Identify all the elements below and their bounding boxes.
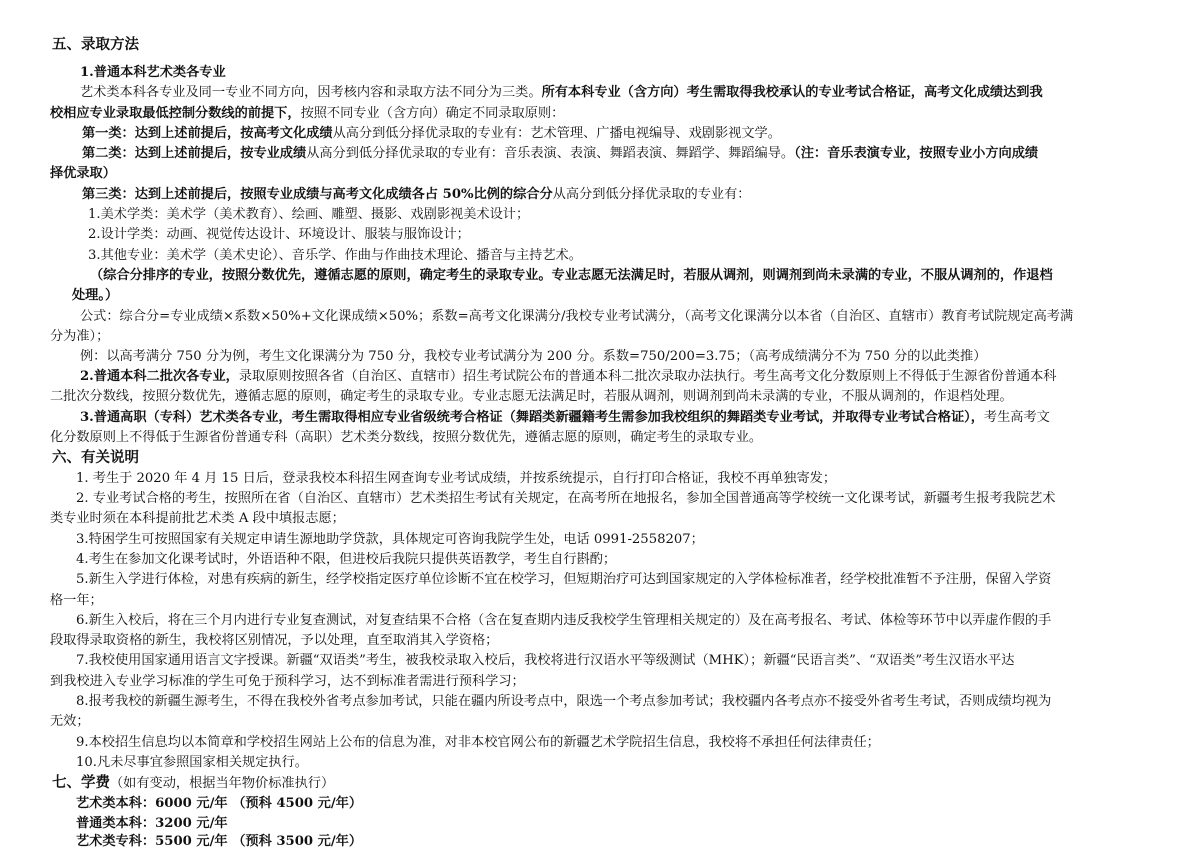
formula-line: 公式：综合分=专业成绩×系数×50%+文化课成绩×50%；系数=高考文化课满分/我校专业考试满分，（高考文化课满分以本省（自治区、直辖市）教育考试院规定高考满 xyxy=(80,309,1074,324)
category-2-line: 第二类：达到上述前提后，按专业成绩从高分到低分择优录取的专业有：音乐表演、表演、舞蹈表演、舞蹈学、舞蹈编导。（注：音乐表演专业，按照专业小方向成绩 xyxy=(82,146,1039,161)
list-item: 无效； xyxy=(50,714,90,729)
fee-line: 普通类本科：3200 元/年 xyxy=(76,816,228,831)
category-2-note-cont: 择优录取） xyxy=(50,166,116,181)
example-line: 例：以高考满分 750 分为例，考生文化课满分为 750 分，我校专业考试满分为 200 分。系数=750/200=3.75；（高考成绩满分不为 750 分的以此类推） xyxy=(80,349,987,364)
list-item: 类专业时须在本科提前批艺术类 A 段中填报志愿； xyxy=(50,511,345,526)
list-item: 6.新生入校后，将在三个月内进行专业复查测试，对复查结果不合格（含在复查期内违反我校学生管理相关规定的）及在高考报名、考试、体检等环节中以弄虚作假的手 xyxy=(76,613,1052,628)
list-item: 格一年； xyxy=(50,593,103,608)
list-item: 9.本校招生信息均以本简章和学校招生网站上公布的信息为准，对非本校官网公布的新疆艺术学院招生信息，我校将不承担任何法律责任； xyxy=(76,735,880,750)
subsection-3-line: 化分数原则上不得低于生源省份普通专科（高职）艺术类分数线，按照分数优先，遵循志愿的原则，确定考生的录取专业。 xyxy=(50,430,763,445)
fee-line: 艺术类专科：5500 元/年 （预科 3500 元/年） xyxy=(76,834,363,849)
note-line: （综合分排序的专业，按照分数优先，遵循志愿的原则，确定考生的录取专业。专业志愿无法满足时，若服从调剂，则调剂到尚未录满的专业，不服从调剂的，作退档 xyxy=(90,268,1053,283)
paragraph-line: 艺术类本科各专业及同一专业不同方向，因考核内容和录取方法不同分为三类。所有本科专业（含方向）考生需取得我校承认的专业考试合格证，高考文化成绩达到我 xyxy=(80,85,1043,100)
subsection-2-line: 2.普通本科二批次各专业，录取原则按照各省（自治区、直辖市）招生考试院公布的普通本科二批次录取办法执行。考生高考文化分数原则上不得低于生源省份普通本科 xyxy=(80,369,1057,384)
list-item: 到我校进入专业学习标准的学生可免于预科学习，达不到标准者需进行预科学习； xyxy=(50,674,525,689)
subsection-1-title: 1.普通本科艺术类各专业 xyxy=(80,65,226,80)
list-item: 3.其他专业：美术学（美术史论）、音乐学、作曲与作曲技术理论、播音与主持艺术。 xyxy=(88,248,582,263)
list-item: 10.凡未尽事宜参照国家相关规定执行。 xyxy=(76,755,308,770)
list-item: 3.特困学生可按照国家有关规定申请生源地助学贷款，具体规定可咨询我院学生处，电话 0991-2558207； xyxy=(76,532,704,547)
category-3-line: 第三类：达到上述前提后，按照专业成绩与高考文化成绩各占 50%比例的综合分从高分到低分择优录取的专业有： xyxy=(82,187,751,202)
section-7-title: 七、学费（如有变动，根据当年物价标准执行） xyxy=(52,774,335,791)
section-5-title: 五、录取方法 xyxy=(52,36,139,53)
subsection-3-line: 3.普通高职（专科）艺术类各专业，考生需取得相应专业省级统考合格证（舞蹈类新疆籍考生需参加我校组织的舞蹈类专业考试，并取得专业考试合格证），考生高考文 xyxy=(80,410,1050,425)
list-item: 5.新生入学进行体检，对患有疾病的新生，经学校指定医疗单位诊断不宜在校学习，但短期治疗可达到国家规定的入学体检标准者，经学校批准暂不予注册，保留入学资 xyxy=(76,572,1052,587)
list-item: 8.报考我校的新疆生源考生，不得在我校外省考点参加考试，只能在疆内所设考点中，限选一个考点参加考试；我校疆内各考点亦不接受外省考生考试，否则成绩均视为 xyxy=(76,694,1052,709)
list-item: 2.设计学类：动画、视觉传达设计、环境设计、服装与服饰设计； xyxy=(88,227,470,242)
note-line: 处理。） xyxy=(72,288,119,303)
subsection-2-line: 二批次分数线，按照分数优先，遵循志愿的原则，确定考生的录取专业。专业志愿无法满足时，若服从调剂，则调剂到尚未录满的专业，不服从调剂的，作退档处理。 xyxy=(50,389,1013,404)
list-item: 7.我校使用国家通用语言文字授课。新疆“双语类”考生，被我校录取入校后，我校将进行汉语水平等级测试（MHK）；新疆“民语言类”、“双语类”考生汉语水平达 xyxy=(76,653,1015,668)
list-item: 1.美术学类：美术学（美术教育）、绘画、雕塑、摄影、戏剧影视美术设计； xyxy=(88,207,530,222)
category-1-line: 第一类：达到上述前提后，按高考文化成绩从高分到低分择优录取的专业有：艺术管理、广播电视编导、戏剧影视文学。 xyxy=(82,126,781,141)
list-item: 段取得录取资格的新生，我校将区别情况，予以处理，直至取消其入学资格； xyxy=(50,633,499,648)
fee-line: 艺术类本科：6000 元/年 （预科 4500 元/年） xyxy=(76,796,363,811)
list-item: 4.考生在参加文化课考试时，外语语种不限，但进校后我院只提供英语教学，考生自行斟酌； xyxy=(76,552,617,567)
paragraph-line: 校相应专业录取最低控制分数线的前提下，按照不同专业（含方向）确定不同录取原则： xyxy=(50,106,565,121)
section-6-title: 六、有关说明 xyxy=(52,449,139,466)
list-item: 2. 专业考试合格的考生，按照所在省（自治区、直辖市）艺术类招生考试有关规定，在高考所在地报名，参加全国普通高等学校统一文化课考试，新疆考生报考我院艺术 xyxy=(76,491,1056,506)
formula-line: 分为准）； xyxy=(50,329,110,344)
list-item: 1. 考生于 2020 年 4 月 15 日后，登录我校本科招生网查询专业考试成绩，并按系统提示，自行打印合格证，我校不再单独寄发； xyxy=(76,471,837,486)
